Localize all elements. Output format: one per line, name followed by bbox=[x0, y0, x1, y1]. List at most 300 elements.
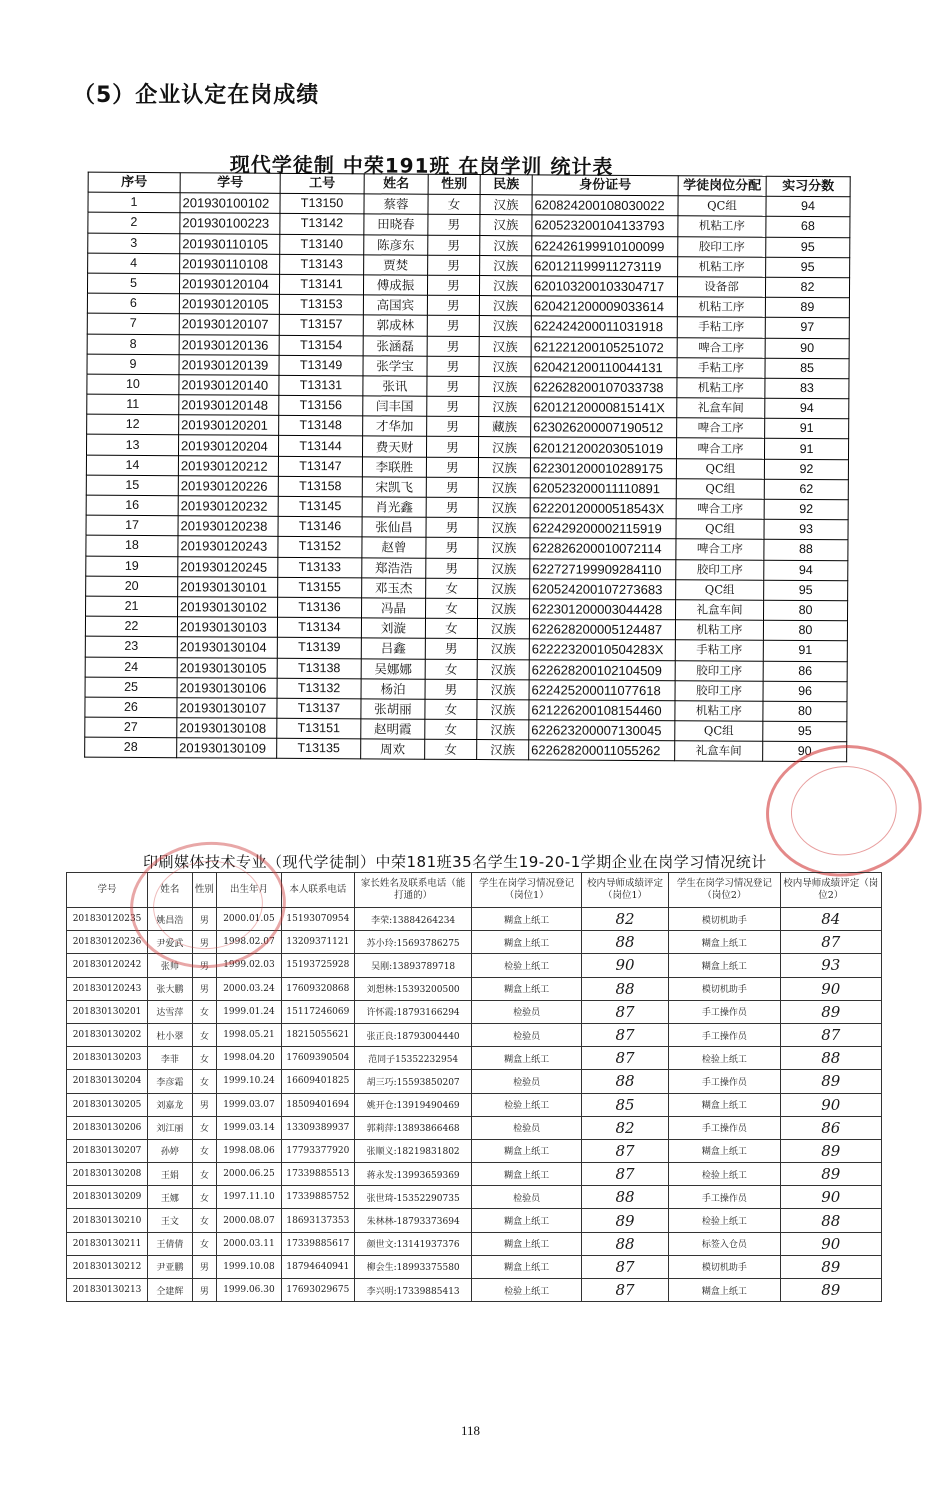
table1-cell: 女 bbox=[426, 598, 478, 619]
table2-cell: 苏小玲:15693786275 bbox=[354, 931, 472, 954]
handwritten-score: 87 bbox=[581, 1023, 668, 1046]
table1-cell: 13 bbox=[86, 435, 178, 456]
table1-cell: 胶印工序 bbox=[678, 236, 766, 257]
table2-cell: 18693137353 bbox=[281, 1209, 354, 1232]
table1-cell: T13136 bbox=[278, 597, 362, 618]
table2-cell: 李兴明:17339885413 bbox=[354, 1279, 472, 1302]
table-row bbox=[67, 1279, 882, 1302]
table1-cell: T13134 bbox=[277, 617, 361, 638]
table1-cell: 1 bbox=[88, 192, 180, 213]
table1-cell: 邓玉杰 bbox=[362, 578, 426, 599]
table1-cell: 汉族 bbox=[477, 619, 529, 640]
table1-cell: 女 bbox=[425, 659, 477, 680]
handwritten-score: 89 bbox=[780, 1255, 881, 1278]
table1-cell: 201930120232 bbox=[178, 496, 278, 517]
table1-cell: 91 bbox=[764, 439, 848, 460]
table-row bbox=[67, 977, 882, 1000]
table1-cell: 620421200110044131 bbox=[531, 357, 677, 378]
table1-cell: T13147 bbox=[278, 456, 362, 477]
table1-cell: 礼盒车间 bbox=[675, 741, 763, 762]
section-heading: （5）企业认定在岗成绩 bbox=[73, 83, 320, 108]
table2-cell: 检验上纸工 bbox=[669, 1209, 781, 1232]
handwritten-score: 89 bbox=[780, 1163, 881, 1186]
table2-header-cell: 本人联系电话 bbox=[281, 873, 354, 908]
table1-header-cell: 学号 bbox=[180, 173, 280, 194]
table1-cell: 男 bbox=[426, 558, 478, 579]
handwritten-score: 88 bbox=[780, 1209, 881, 1232]
table-row bbox=[67, 1255, 882, 1278]
table1-cell: 男 bbox=[428, 235, 480, 256]
handwritten-score: 90 bbox=[780, 1093, 881, 1116]
handwritten-score: 88 bbox=[581, 1186, 668, 1209]
table2-cell: 张大鹏 bbox=[148, 977, 193, 1000]
table1-cell: 汉族 bbox=[479, 356, 531, 377]
table1-cell: 80 bbox=[763, 701, 847, 722]
table1-cell: 16 bbox=[86, 495, 178, 516]
table1-cell: 5 bbox=[87, 273, 179, 294]
table2-cell: 1999.03.14 bbox=[217, 1116, 282, 1139]
table2-cell: 检验上纸工 bbox=[472, 954, 581, 977]
table2-cell: 女 bbox=[192, 1163, 216, 1186]
table1-cell: T13158 bbox=[278, 476, 362, 497]
table2-cell: 15117246069 bbox=[281, 1000, 354, 1023]
table1-cell: 622426199910100099 bbox=[532, 235, 678, 256]
table2-cell: 颜世文:13141937376 bbox=[354, 1232, 472, 1255]
table-row bbox=[67, 1232, 882, 1255]
table1-cell: T13154 bbox=[279, 335, 363, 356]
table1-cell: 622425200011077618 bbox=[529, 680, 675, 701]
table2-cell: 检验上纸工 bbox=[472, 1093, 581, 1116]
table2-cell: 女 bbox=[192, 1070, 216, 1093]
table2-cell: 1999.02.03 bbox=[217, 954, 282, 977]
table1-cell: 礼盒车间 bbox=[677, 398, 765, 419]
table1-cell: 男 bbox=[427, 376, 479, 397]
handwritten-score: 88 bbox=[581, 1070, 668, 1093]
table1-cell: 201930100102 bbox=[180, 193, 280, 214]
table1-cell: 高国宾 bbox=[363, 295, 427, 316]
table1-header-cell: 姓名 bbox=[364, 174, 428, 195]
table1-cell: 机粘工序 bbox=[677, 297, 765, 318]
table2-cell: 201830120235 bbox=[67, 908, 148, 931]
table1-cell: 设备部 bbox=[677, 277, 765, 298]
table1-cell: T13141 bbox=[279, 274, 363, 295]
table1-cell: 9 bbox=[87, 354, 179, 375]
table2-cell: 17609390504 bbox=[281, 1047, 354, 1070]
table1-cell: 623026200007190512 bbox=[531, 417, 677, 438]
table2-cell: 模切机助手 bbox=[669, 1255, 781, 1278]
handwritten-score: 88 bbox=[780, 1047, 881, 1070]
table1-cell: 汉族 bbox=[478, 477, 530, 498]
table1-cell: 91 bbox=[763, 641, 847, 662]
table1-cell: 80 bbox=[763, 600, 847, 621]
table2-cell: 17339885752 bbox=[281, 1186, 354, 1209]
table1-cell: 汉族 bbox=[479, 296, 531, 317]
table1-cell: T13155 bbox=[278, 577, 362, 598]
table2-cell: 201830130210 bbox=[67, 1209, 148, 1232]
table2-cell: 柳会生:18993375580 bbox=[354, 1255, 472, 1278]
table1-cell: 汉族 bbox=[477, 639, 529, 660]
table2-cell: 模切机助手 bbox=[669, 908, 781, 931]
table1-cell: T13133 bbox=[278, 557, 362, 578]
table1-cell: QC组 bbox=[678, 196, 766, 217]
table1-cell: 201930120105 bbox=[179, 294, 279, 315]
table1-cell: 男 bbox=[427, 295, 479, 316]
table2-cell: 201830130207 bbox=[67, 1139, 148, 1162]
table1-header-cell: 学徒岗位分配 bbox=[678, 176, 766, 197]
table1-cell: 啤合工序 bbox=[677, 337, 765, 358]
table1-cell: T13156 bbox=[279, 395, 363, 416]
handwritten-score: 82 bbox=[581, 1116, 668, 1139]
table1-scan bbox=[76, 146, 870, 766]
table2-cell: 王娟 bbox=[148, 1163, 193, 1186]
table1-cell: 手粘工序 bbox=[677, 317, 765, 338]
table2-cell: 201830120242 bbox=[67, 954, 148, 977]
table1-cell: 201930120136 bbox=[179, 334, 279, 355]
table2-cell: 18794640941 bbox=[281, 1255, 354, 1278]
table1-cell: 汉族 bbox=[480, 255, 532, 276]
table2-cell: 朱林林-18793373694 bbox=[354, 1209, 472, 1232]
table1-cell: 汉族 bbox=[477, 679, 529, 700]
table2-cell: 男 bbox=[192, 954, 216, 977]
table2-cell: 尹亚鹏 bbox=[148, 1255, 193, 1278]
table2-cell: 李彦霜 bbox=[148, 1070, 193, 1093]
table1-cell: 91 bbox=[765, 419, 849, 440]
table2-cell: 1999.03.07 bbox=[217, 1093, 282, 1116]
table1-cell: 才华加 bbox=[363, 416, 427, 437]
table1-cell: 礼盒车间 bbox=[675, 600, 763, 621]
table1-cell: 620121199911273119 bbox=[532, 256, 678, 277]
table2-cell: 2000.01.05 bbox=[217, 908, 282, 931]
table1-cell: 28 bbox=[85, 737, 177, 758]
table1-cell: 8 bbox=[87, 334, 179, 355]
table1-cell: 24 bbox=[85, 657, 177, 678]
table2-cell: 张世琦-15352290735 bbox=[354, 1186, 472, 1209]
table2-cell: 男 bbox=[192, 1093, 216, 1116]
table1-cell: 张涵磊 bbox=[363, 335, 427, 356]
table2-cell: 达雪萍 bbox=[148, 1000, 193, 1023]
table2-cell: 手工操作员 bbox=[669, 1023, 781, 1046]
table1-cell: T13139 bbox=[277, 638, 361, 659]
table1-cell: 22 bbox=[85, 616, 177, 637]
seal-inner-ring bbox=[785, 760, 902, 862]
table2-cell: 蒋永发:13993659369 bbox=[354, 1163, 472, 1186]
table1-cell: 18 bbox=[86, 536, 178, 557]
table1-cell: 622301200003044428 bbox=[530, 599, 676, 620]
table2-header-cell: 性别 bbox=[192, 873, 216, 908]
table1-cell: 622727199909284110 bbox=[530, 558, 676, 579]
handwritten-score: 93 bbox=[780, 954, 881, 977]
table1-cell: 201930130106 bbox=[177, 677, 277, 698]
table1-cell: 201930130105 bbox=[177, 657, 277, 678]
table1-cell: T13149 bbox=[279, 355, 363, 376]
table2-cell: 姚昌浩 bbox=[148, 908, 193, 931]
table1-cell: T13143 bbox=[280, 254, 364, 275]
table-row bbox=[67, 1000, 882, 1023]
table1-cell: 620121200203051019 bbox=[530, 437, 676, 458]
table1-cell: T13146 bbox=[278, 516, 362, 537]
handwritten-score: 88 bbox=[581, 931, 668, 954]
table1-cell: 622623200007130045 bbox=[529, 720, 675, 741]
table1-cell: 啤合工序 bbox=[676, 438, 764, 459]
table2-cell: 1999.06.30 bbox=[217, 1279, 282, 1302]
table1-cell: 201930130109 bbox=[177, 738, 277, 759]
table1-cell: 机粘工序 bbox=[675, 701, 763, 722]
table1-cell: 男 bbox=[426, 517, 478, 538]
table2-cell: 孙婷 bbox=[148, 1139, 193, 1162]
table1-cell: 贾焚 bbox=[364, 255, 428, 276]
table2-cell: 17339885513 bbox=[281, 1163, 354, 1186]
table1-cell: 男 bbox=[427, 356, 479, 377]
table1-cell: 80 bbox=[763, 620, 847, 641]
table1-cell: 201930120201 bbox=[179, 415, 279, 436]
table2-cell: 13309389937 bbox=[281, 1116, 354, 1139]
table1-cell: 201930130104 bbox=[177, 637, 277, 658]
table1-cell: 女 bbox=[425, 719, 477, 740]
table1-cell: 陈彦东 bbox=[364, 234, 428, 255]
table-row bbox=[67, 1209, 882, 1232]
table2-cell: 2000.03.11 bbox=[217, 1232, 282, 1255]
table2-cell: 糊盒上纸工 bbox=[472, 908, 581, 931]
table1-cell: 女 bbox=[428, 194, 480, 215]
table1-cell: T13157 bbox=[279, 315, 363, 336]
table1-cell: 汉族 bbox=[480, 195, 532, 216]
table1-cell: 201930120107 bbox=[179, 314, 279, 335]
table1-cell: 傅成振 bbox=[363, 275, 427, 296]
table1-cell: 622628200107033738 bbox=[531, 377, 677, 398]
table1-cell: 6 bbox=[87, 293, 179, 314]
table1-cell: 19 bbox=[86, 556, 178, 577]
table1-cell: 92 bbox=[764, 499, 848, 520]
table2-cell: 17339885617 bbox=[281, 1232, 354, 1255]
table1-cell: 汉族 bbox=[477, 720, 529, 741]
table1-cell: 201930130107 bbox=[177, 698, 277, 719]
table2-header-cell: 学生在岗学习情况登记（岗位1） bbox=[472, 873, 581, 908]
table2-cell: 18509401694 bbox=[281, 1093, 354, 1116]
table1-cell: 冯晶 bbox=[362, 598, 426, 619]
table2-cell: 王倩倩 bbox=[148, 1232, 193, 1255]
table2-cell: 糊盒上纸工 bbox=[669, 1139, 781, 1162]
table1-cell: T13137 bbox=[277, 698, 361, 719]
table2-cell: 手工操作员 bbox=[669, 1186, 781, 1209]
table1-cell: 95 bbox=[763, 721, 847, 742]
table2-cell: 女 bbox=[192, 1209, 216, 1232]
table1-cell: 男 bbox=[428, 215, 480, 236]
table1-cell: 620523200011110891 bbox=[530, 478, 676, 499]
handwritten-score: 90 bbox=[780, 977, 881, 1000]
table1-cell: 620523200104133793 bbox=[532, 215, 678, 236]
table1 bbox=[84, 172, 851, 763]
table2-cell: 刘嘉龙 bbox=[148, 1093, 193, 1116]
table-row bbox=[67, 1186, 882, 1209]
table2-cell: 检验员 bbox=[472, 1000, 581, 1023]
table2-cell: 许怀霞:18793166294 bbox=[354, 1000, 472, 1023]
table1-cell: 622424200011031918 bbox=[531, 316, 677, 337]
table1-cell: 手粘工序 bbox=[675, 640, 763, 661]
table2-cell: 201830130212 bbox=[67, 1255, 148, 1278]
table2-header-cell: 校内导师成绩评定（岗位2） bbox=[780, 873, 881, 908]
table1-cell: 201930110105 bbox=[180, 233, 280, 254]
table1-cell: 汉族 bbox=[478, 498, 530, 519]
handwritten-score: 89 bbox=[581, 1209, 668, 1232]
table1-cell: 赵曾 bbox=[362, 537, 426, 558]
table1-cell: 汉族 bbox=[478, 437, 530, 458]
table1-cell: 机粘工序 bbox=[675, 620, 763, 641]
table2-cell: 男 bbox=[192, 977, 216, 1000]
table1-cell: 201930120148 bbox=[179, 395, 279, 416]
table1-cell: 女 bbox=[425, 618, 477, 639]
table1-cell: 622826200010072114 bbox=[530, 538, 676, 559]
table1-cell: 啤合工序 bbox=[676, 539, 764, 560]
table1-cell: 21 bbox=[86, 596, 178, 617]
table1-cell: 女 bbox=[425, 739, 477, 760]
table1-cell: 手粘工序 bbox=[677, 357, 765, 378]
table-row bbox=[67, 1047, 882, 1070]
table1-cell: 23 bbox=[85, 636, 177, 657]
table1-cell: 622301200010289175 bbox=[530, 457, 676, 478]
handwritten-score: 87 bbox=[581, 1139, 668, 1162]
table1-cell: 宋凯飞 bbox=[362, 477, 426, 498]
table1-header-cell: 工号 bbox=[280, 173, 364, 194]
table1-cell: 201930120245 bbox=[178, 556, 278, 577]
table1-cell: 85 bbox=[765, 358, 849, 379]
table-row bbox=[85, 737, 847, 762]
table1-cell: 622628200005124487 bbox=[529, 619, 675, 640]
table1-cell: 汉族 bbox=[479, 336, 531, 357]
table2-cell: 女 bbox=[192, 1139, 216, 1162]
table2-cell: 男 bbox=[192, 1279, 216, 1302]
table2-cell: 胡三巧:15593850207 bbox=[354, 1070, 472, 1093]
table2-cell: 手工操作员 bbox=[669, 1000, 781, 1023]
handwritten-score: 85 bbox=[581, 1093, 668, 1116]
table2-header-cell: 出生年月 bbox=[217, 873, 282, 908]
table2-cell: 女 bbox=[192, 1116, 216, 1139]
table1-cell: 62 bbox=[764, 479, 848, 500]
handwritten-score: 90 bbox=[581, 954, 668, 977]
table1-cell: 12 bbox=[87, 414, 179, 435]
table1-cell: 620824200108030022 bbox=[532, 195, 678, 216]
table1-cell: 啤合工序 bbox=[677, 418, 765, 439]
table1-cell: 14 bbox=[86, 455, 178, 476]
table1-cell: 20 bbox=[86, 576, 178, 597]
table1-cell: QC组 bbox=[676, 579, 764, 600]
table1-cell: QC组 bbox=[676, 458, 764, 479]
table1-cell: 李联胜 bbox=[362, 456, 426, 477]
table2-cell: 女 bbox=[192, 1023, 216, 1046]
table1-cell: 汉族 bbox=[479, 376, 531, 397]
table1-cell: 201930120204 bbox=[178, 435, 278, 456]
table1-cell: 汉族 bbox=[479, 316, 531, 337]
handwritten-score: 87 bbox=[780, 931, 881, 954]
table1-cell: 男 bbox=[426, 497, 478, 518]
table2-cell: 模切机助手 bbox=[669, 977, 781, 1000]
table1-cell: 张仙昌 bbox=[362, 517, 426, 538]
table1-cell: 201930100223 bbox=[180, 213, 280, 234]
table2-cell: 17793377920 bbox=[281, 1139, 354, 1162]
table1-cell: 89 bbox=[765, 297, 849, 318]
table1-cell: 94 bbox=[766, 196, 850, 217]
page-number: 118 bbox=[461, 1423, 481, 1438]
table2-cell: 女 bbox=[192, 1000, 216, 1023]
table1-cell: T13131 bbox=[279, 375, 363, 396]
table1-cell: 胶印工序 bbox=[675, 660, 763, 681]
table2-cell: 糊盒上纸工 bbox=[472, 931, 581, 954]
table2-cell: 糊盒上纸工 bbox=[472, 1232, 581, 1255]
table1-cell: 张讯 bbox=[363, 376, 427, 397]
table1-cell: 女 bbox=[425, 699, 477, 720]
table-row bbox=[67, 1023, 882, 1046]
table2-cell: 仝建辉 bbox=[148, 1279, 193, 1302]
table2-cell: 1998.02.07 bbox=[217, 931, 282, 954]
table1-cell: 汉族 bbox=[478, 558, 530, 579]
table1-cell: 201930120226 bbox=[178, 476, 278, 497]
table1-cell: 92 bbox=[764, 459, 848, 480]
table2-cell: 检验上纸工 bbox=[472, 1279, 581, 1302]
table1-cell: 女 bbox=[426, 578, 478, 599]
table1-cell: 4 bbox=[88, 253, 180, 274]
table1-cell: T13135 bbox=[277, 739, 361, 760]
table1-cell: 男 bbox=[427, 336, 479, 357]
table-row bbox=[67, 1116, 882, 1139]
table2-cell: 201830130205 bbox=[67, 1093, 148, 1116]
table2-cell: 王文 bbox=[148, 1209, 193, 1232]
table2-cell: 检验上纸工 bbox=[669, 1163, 781, 1186]
table2-cell: 16609401825 bbox=[281, 1070, 354, 1093]
table2-cell: 201830130204 bbox=[67, 1070, 148, 1093]
table1-cell: 201930110108 bbox=[180, 253, 280, 274]
table2-cell: 王娜 bbox=[148, 1186, 193, 1209]
table2-cell: 1998.04.20 bbox=[217, 1047, 282, 1070]
table1-cell: 621226200108154460 bbox=[529, 700, 675, 721]
table1-cell: 94 bbox=[764, 560, 848, 581]
table2-cell: 201830130201 bbox=[67, 1000, 148, 1023]
handwritten-score: 86 bbox=[780, 1116, 881, 1139]
table1-cell: 男 bbox=[426, 457, 478, 478]
table1-cell: 62220120000518543X bbox=[530, 498, 676, 519]
table1-cell: 86 bbox=[763, 661, 847, 682]
handwritten-score: 89 bbox=[780, 1279, 881, 1302]
table1-cell: QC组 bbox=[675, 721, 763, 742]
table1-body bbox=[85, 192, 850, 762]
table2-cell: 检验员 bbox=[472, 1116, 581, 1139]
table1-cell: 94 bbox=[765, 398, 849, 419]
table1-cell: 621221200105251072 bbox=[531, 336, 677, 357]
table1-cell: T13145 bbox=[278, 496, 362, 517]
table2-cell: 张帅 bbox=[148, 954, 193, 977]
table1-cell: T13132 bbox=[277, 678, 361, 699]
table1-cell: 汉族 bbox=[478, 538, 530, 559]
table1-cell: 周欢 bbox=[361, 739, 425, 760]
table1-cell: 201930120139 bbox=[179, 354, 279, 375]
table1-cell: 201930120212 bbox=[178, 455, 278, 476]
table1-cell: 汉族 bbox=[478, 457, 530, 478]
handwritten-score: 88 bbox=[581, 1232, 668, 1255]
table-row bbox=[67, 1163, 882, 1186]
table1-cell: 汉族 bbox=[477, 699, 529, 720]
table1-header-cell: 序号 bbox=[88, 172, 180, 193]
handwritten-score: 87 bbox=[780, 1023, 881, 1046]
table1-cell: 620421200009033614 bbox=[531, 296, 677, 317]
table2-cell: 刘想林:15393200500 bbox=[354, 977, 472, 1000]
table1-cell: 费天财 bbox=[362, 436, 426, 457]
table2-cell: 糊盒上纸工 bbox=[669, 954, 781, 977]
table2-cell: 201830130208 bbox=[67, 1163, 148, 1186]
table1-cell: 机粘工序 bbox=[678, 256, 766, 277]
table2-cell: 女 bbox=[192, 1047, 216, 1070]
table1-cell: 汉族 bbox=[479, 275, 531, 296]
table1-cell: 2 bbox=[88, 213, 180, 234]
handwritten-score: 87 bbox=[581, 1000, 668, 1023]
table2-cell: 男 bbox=[192, 931, 216, 954]
